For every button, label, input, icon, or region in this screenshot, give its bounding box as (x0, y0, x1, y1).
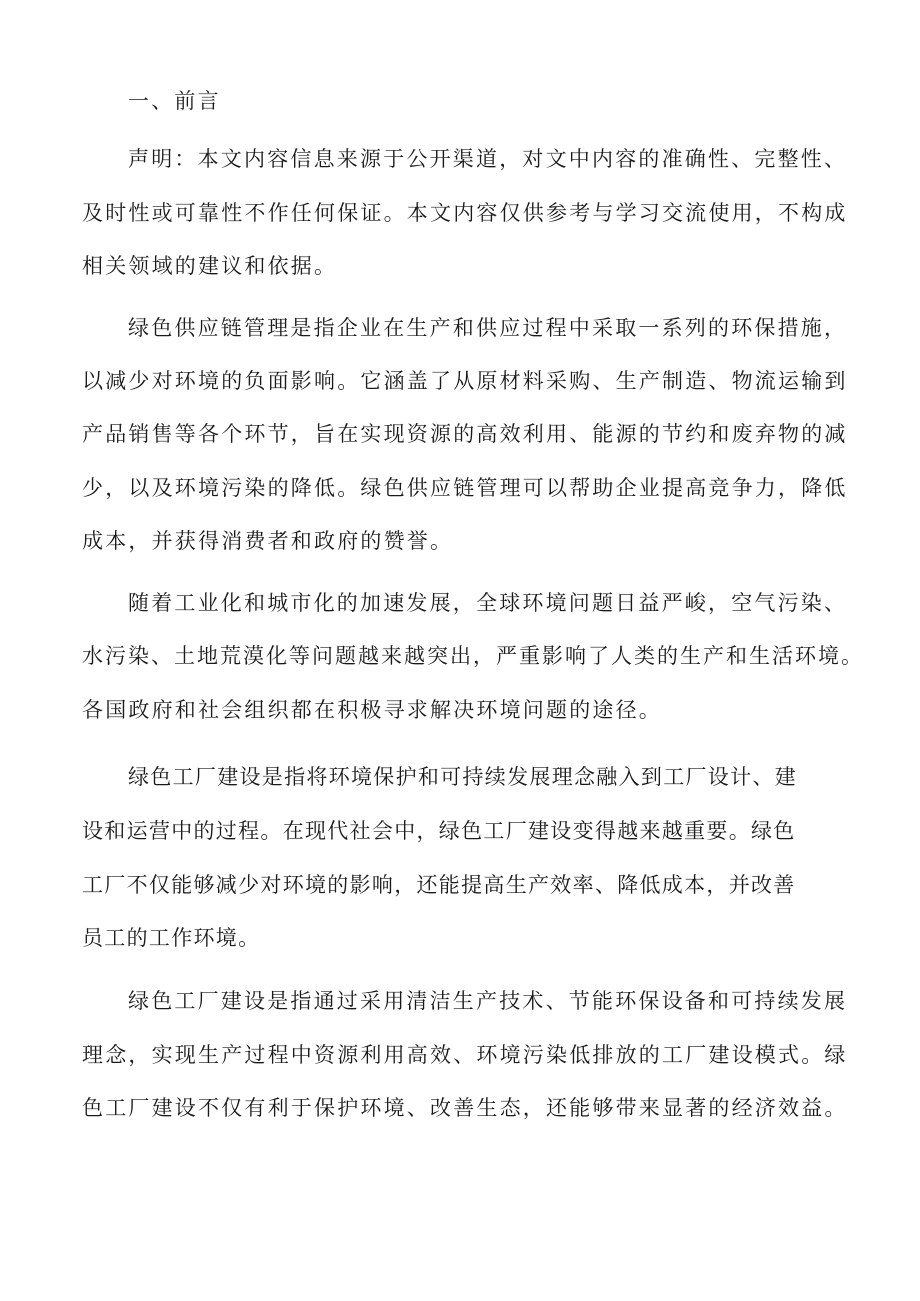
paragraph-line: 绿色工厂建设是指通过采用清洁生产技术、节能环保设备和可持续发展 (128, 989, 848, 1013)
paragraph-line: 随着工业化和城市化的加速发展，全球环境问题日益严峻，空气污染、 (128, 591, 848, 615)
paragraph-line: 成本，并获得消费者和政府的赞誉。 (82, 529, 454, 553)
paragraph-line: 员工的工作环境。 (82, 926, 261, 950)
paragraph-line: 工厂不仅能够减少对环境的影响，还能提高生产效率、降低成本，并改善 (82, 873, 796, 897)
paragraph-line: 产品销售等各个环节，旨在实现资源的高效利用、能源的节约和废弃物的减 (82, 422, 848, 446)
paragraph-line: 及时性或可靠性不作任何保证。本文内容仅供参考与学习交流使用，不构成 (82, 201, 848, 225)
paragraph-line: 以减少对环境的负面影响。它涵盖了从原材料采购、生产制造、物流运输到 (82, 369, 848, 393)
paragraph-line: 理念，实现生产过程中资源利用高效、环境污染低排放的工厂建设模式。绿 (82, 1043, 848, 1067)
paragraph-line: 绿色供应链管理是指企业在生产和供应过程中采取一系列的环保措施， (128, 316, 848, 340)
paragraph-line: 相关领域的建议和依据。 (82, 254, 338, 278)
paragraph-line: 少，以及环境污染的降低。绿色供应链管理可以帮助企业提高竞争力，降低 (82, 476, 848, 500)
paragraph-line: 绿色工厂建设是指将环境保护和可持续发展理念融入到工厂设计、建 (128, 765, 797, 789)
section-heading: 一、前言 (128, 89, 221, 113)
paragraph-line: 声明：本文内容信息来源于公开渠道，对文中内容的准确性、完整性、 (128, 147, 848, 171)
paragraph-line: 设和运营中的过程。在现代社会中，绿色工厂建设变得越来越重要。绿色 (82, 819, 796, 843)
paragraph-line: 色工厂建设不仅有利于保护环境、改善生态，还能够带来显著的经济效益。 (82, 1096, 848, 1120)
paragraph-line: 各国政府和社会组织都在积极寻求解决环境问题的途径。 (82, 698, 662, 722)
paragraph-line: 水污染、土地荒漠化等问题越来越突出，严重影响了人类的生产和生活环境。 (82, 644, 864, 668)
